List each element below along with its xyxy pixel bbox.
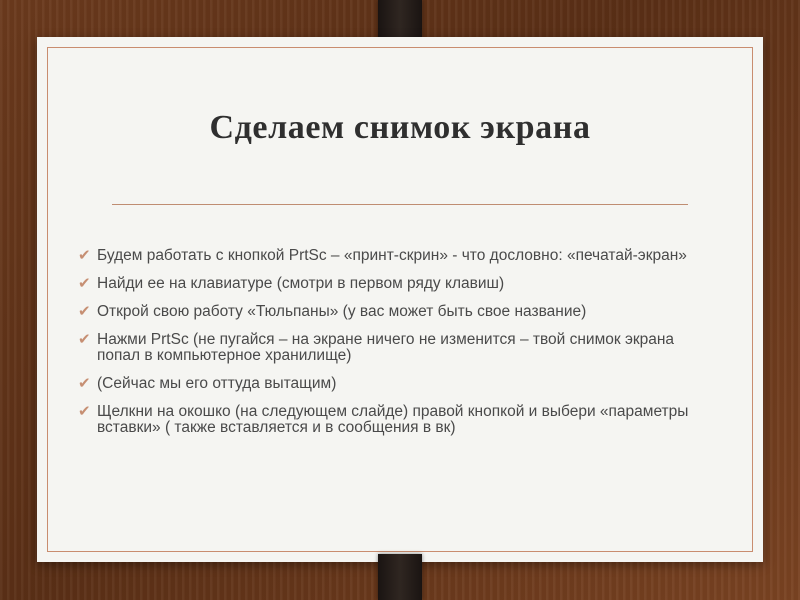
checkmark-bullet-icon: ✔ bbox=[78, 247, 91, 264]
bullet-text-3: Открой свою работу «Тюльпаны» (у вас может быть свое название) bbox=[97, 303, 587, 320]
bullet-item-4 bbox=[78, 332, 708, 364]
slide-title: Сделаем снимок экрана bbox=[209, 109, 591, 146]
bullet-text-5: (Сейчас мы его оттуда вытащим) bbox=[97, 375, 337, 392]
bullet-list bbox=[78, 248, 708, 448]
bullet-text-6: Щелкни на окошко (на следующем слайде) правой кнопкой и выбери «параметры вставки» ( также вставляется и в сообщения в вк) bbox=[97, 403, 689, 436]
bottom-easel-stand bbox=[378, 554, 422, 600]
bullet-item-3 bbox=[78, 304, 708, 320]
slide-card bbox=[37, 37, 763, 562]
bullet-item-5 bbox=[78, 376, 708, 392]
checkmark-bullet-icon: ✔ bbox=[78, 275, 91, 292]
checkmark-bullet-icon: ✔ bbox=[78, 375, 91, 392]
bullet-text-2: Найди ее на клавиатуре (смотри в первом ряду клавиш) bbox=[97, 275, 505, 292]
bullet-text-1: Будем работать с кнопкой PrtSc – «принт-скрин» - что дословно: «печатай-экран» bbox=[97, 247, 687, 264]
checkmark-bullet-icon: ✔ bbox=[78, 331, 91, 348]
title-divider bbox=[112, 204, 688, 205]
checkmark-bullet-icon: ✔ bbox=[78, 403, 91, 420]
bullet-text-4: Нажми PrtSc (не пугайся – на экране ничего не изменится – твой снимок экрана попал в компьютерное хранилище) bbox=[97, 331, 675, 364]
bullet-item-1 bbox=[78, 248, 708, 264]
checkmark-bullet-icon: ✔ bbox=[78, 303, 91, 320]
bullet-item-2 bbox=[78, 276, 708, 292]
bullet-item-6 bbox=[78, 404, 708, 436]
